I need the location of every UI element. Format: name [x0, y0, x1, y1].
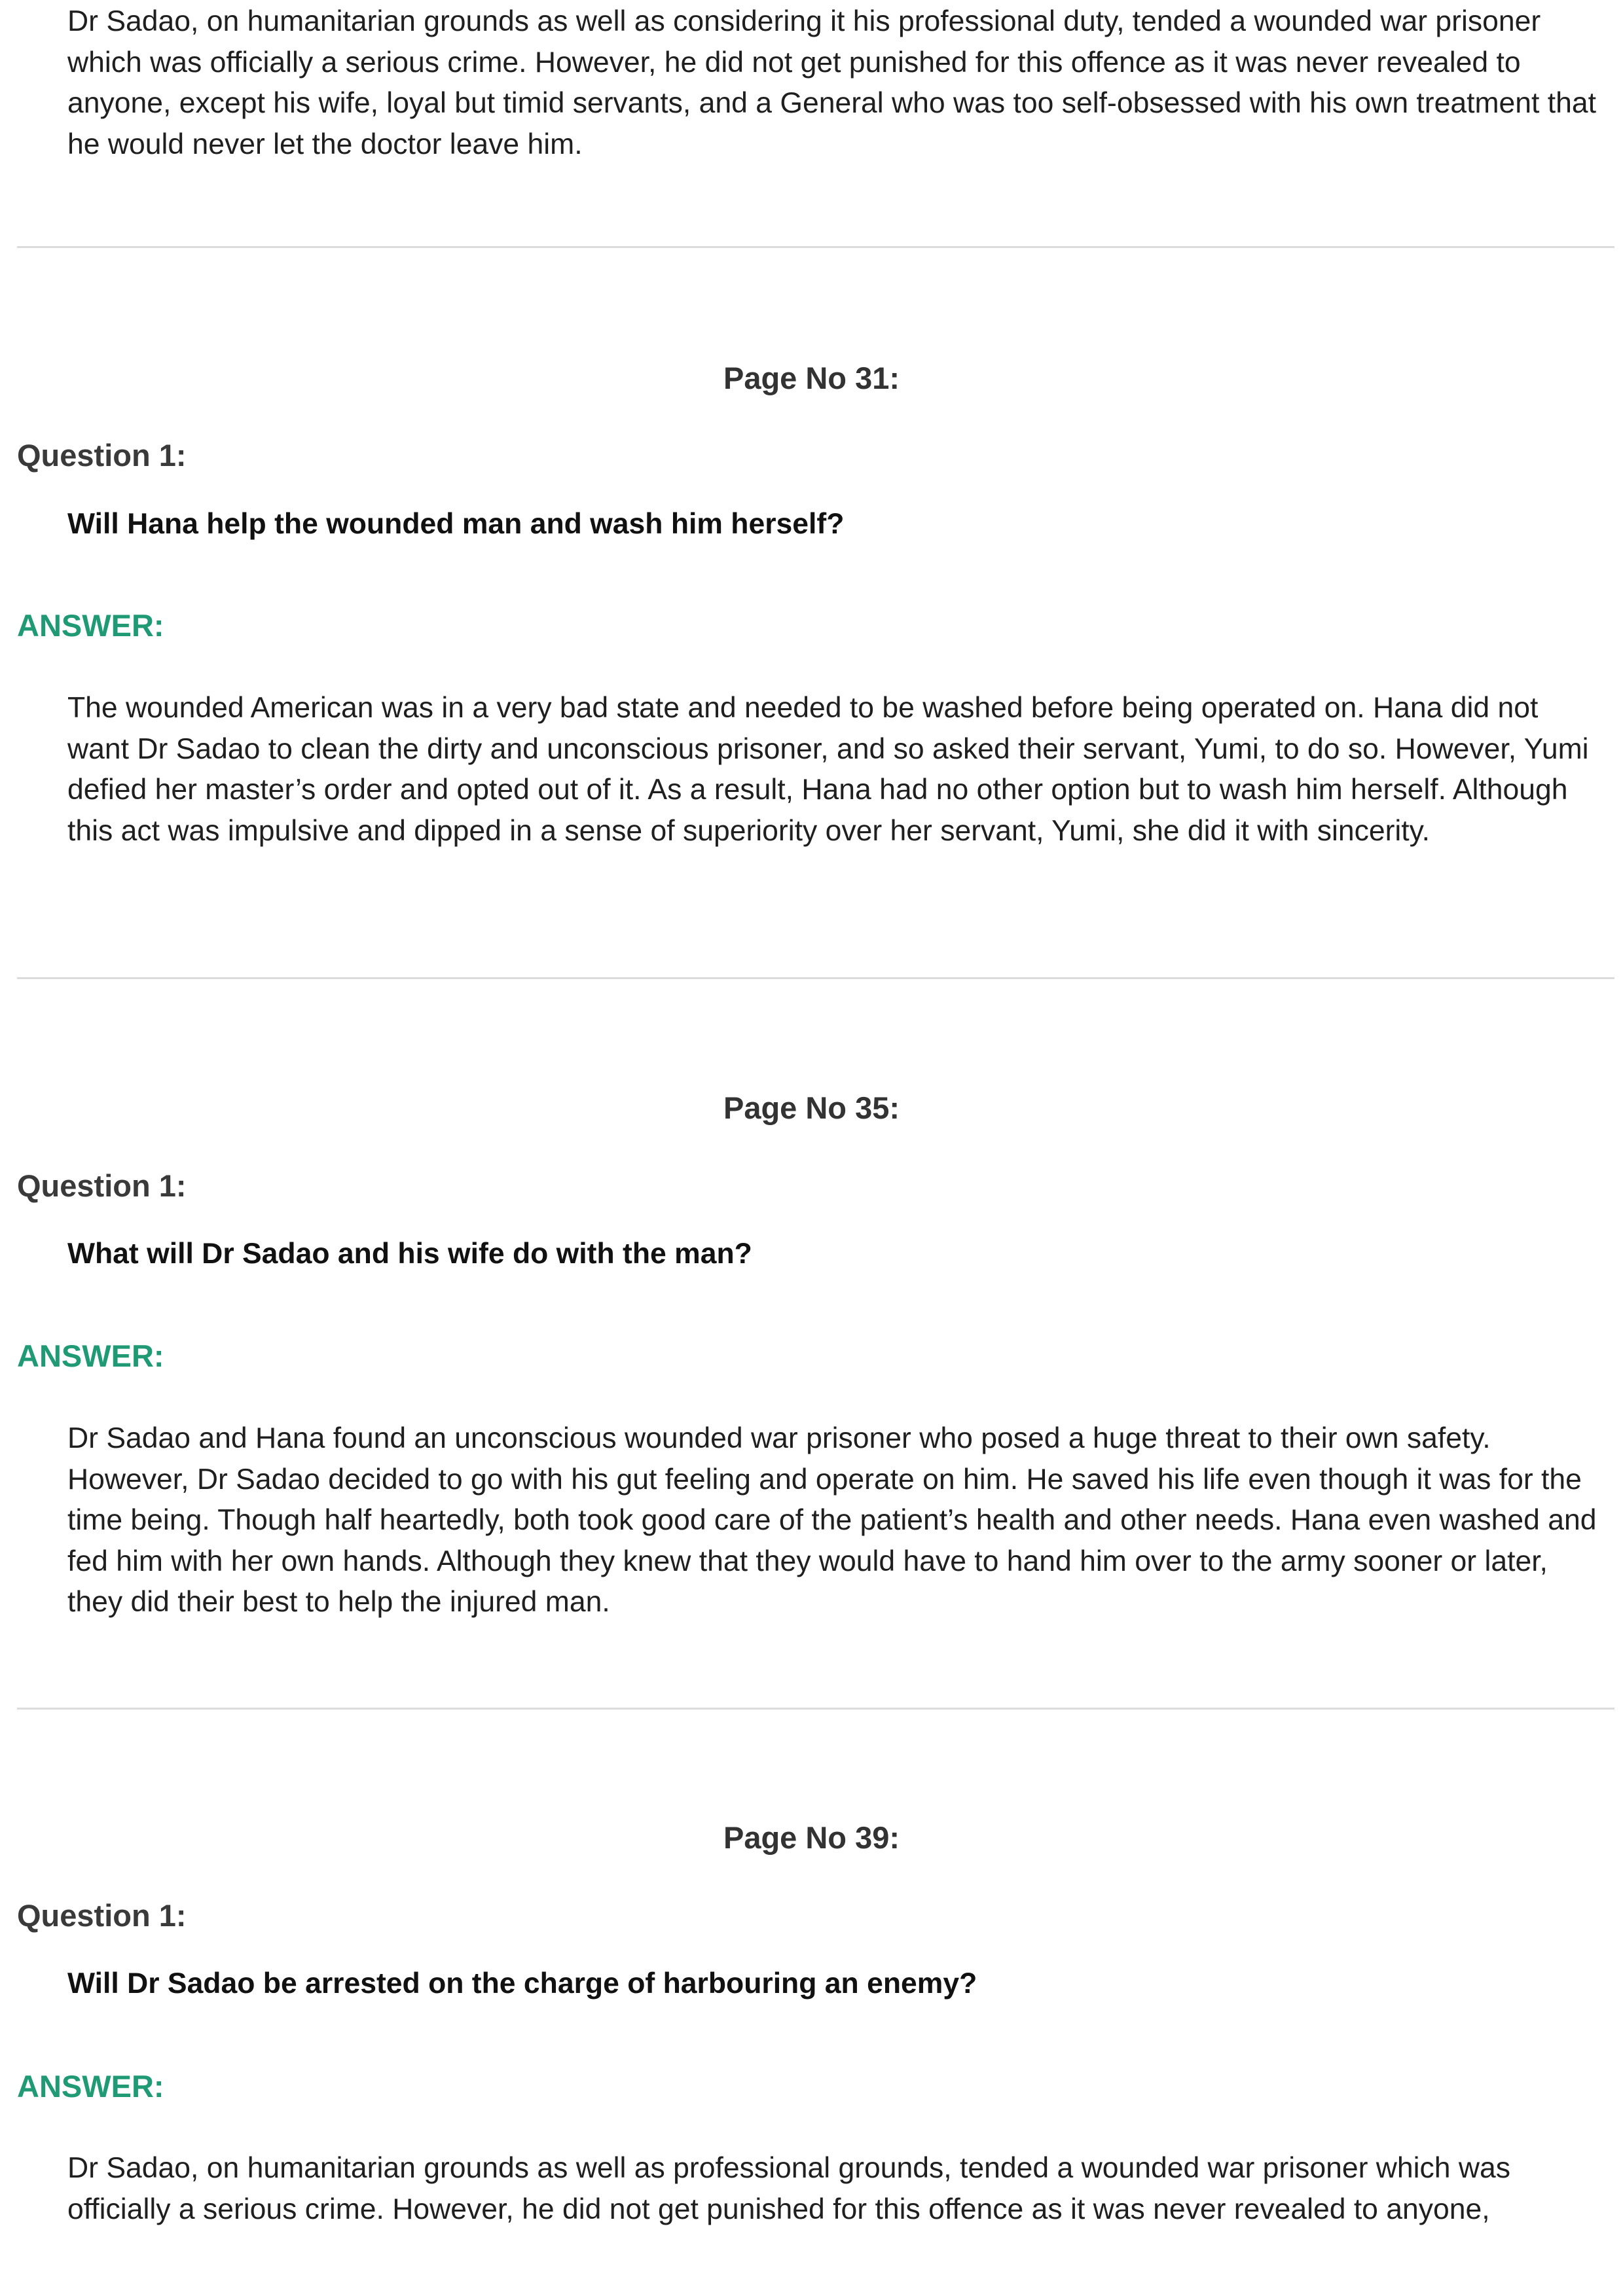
- section-divider: [17, 977, 1614, 979]
- answer-label: ANSWER:: [17, 1338, 164, 1373]
- question-text: Will Dr Sadao be arrested on the charge of harbouring an enemy?: [67, 1967, 977, 2000]
- page-heading: Page No 39:: [723, 1820, 900, 1855]
- question-text: Will Hana help the wounded man and wash him herself?: [67, 508, 845, 540]
- intro-answer-text: Dr Sadao, on humanitarian grounds as well as considering it his professional duty, tended a wounded war prisoner which was officially a serious crime. However, he did not get punished for this offence as it was never revealed to anyone, except his wife, loyal but timid servants, and a General who was too self-obsessed with his own treatment that he would never let the doctor leave him.: [67, 5, 1596, 160]
- question-label: Question 1:: [17, 438, 187, 473]
- answer-text: Dr Sadao and Hana found an unconscious wounded war prisoner who posed a huge threat to their own safety. However, Dr Sadao decided to go with his gut feeling and operate on him. He saved his life even though it was for the time being. Though half heartedly, both took good care of the patient’s health and other needs. Hana even washed and fed him with her own hands. Although they knew that they would have to hand him over to the army sooner or later, they did their best to help the injured man.: [67, 1422, 1597, 1618]
- answer-label: ANSWER:: [17, 2069, 164, 2104]
- section-divider: [17, 1708, 1614, 1710]
- question-text: What will Dr Sadao and his wife do with the man?: [67, 1238, 752, 1270]
- section-divider: [17, 246, 1614, 248]
- answer-label: ANSWER:: [17, 608, 164, 643]
- page-heading: Page No 35:: [723, 1090, 900, 1125]
- answer-text: The wounded American was in a very bad state and needed to be washed before being operated on. Hana did not want Dr Sadao to clean the dirty and unconscious prisoner, and so asked their servant, Yumi, to do so. However, Yumi defied her master’s order and opted out of it. As a result, Hana had no other option but to wash him herself. Although this act was impulsive and dipped in a sense of superiority over her servant, Yumi, she did it with sincerity.: [67, 692, 1589, 847]
- answer-text: Dr Sadao, on humanitarian grounds as well as professional grounds, tended a wounded war prisoner which was officially a serious crime. However, he did not get punished for this offence as it was never revealed to anyone,: [67, 2152, 1511, 2225]
- question-label: Question 1:: [17, 1898, 187, 1933]
- page-heading: Page No 31:: [723, 361, 900, 395]
- question-label: Question 1:: [17, 1168, 187, 1203]
